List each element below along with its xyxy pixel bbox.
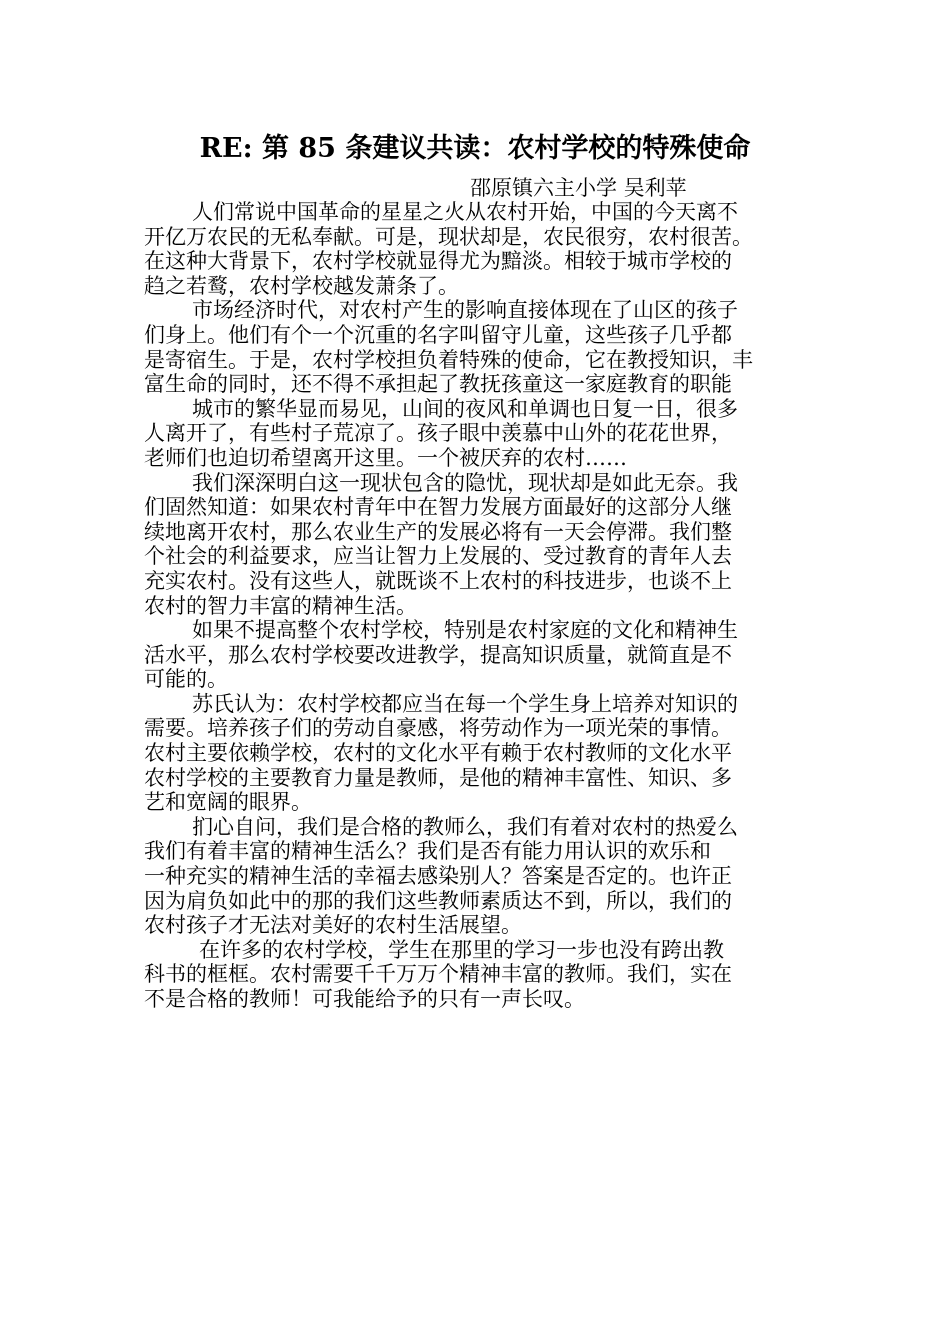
paragraph-line: 个社会的利益要求，应当让智力上发展的、受过教育的青年人去 [144, 544, 732, 569]
paragraph-line: 一种充实的精神生活的幸福去感染别人？答案是否定的。也许正 [144, 864, 732, 889]
paragraph-line: 续地离开农村，那么农业生产的发展必将有一天会停滞。我们整 [144, 519, 732, 544]
paragraph-line: 苏氏认为：农村学校都应当在每一个学生身上培养对知识的 [192, 691, 738, 716]
paragraph-line: 充实农村。没有这些人，就既谈不上农村的科技进步，也谈不上 [144, 568, 732, 593]
paragraph-line: 开亿万农民的无私奉献。可是，现状却是，农民很穷，农村很苦。 [144, 224, 753, 249]
paragraph-line: 市场经济时代，对农村产生的影响直接体现在了山区的孩子 [192, 298, 738, 323]
paragraph-line: 农村主要依赖学校，农村的文化水平有赖于农村教师的文化水平 [144, 741, 732, 766]
paragraph-line: 我们有着丰富的精神生活么？我们是否有能力用认识的欢乐和 [144, 839, 711, 864]
paragraph [144, 200, 808, 298]
paragraph-line: 农村孩子才无法对美好的农村生活展望。 [144, 913, 522, 938]
paragraph-line: 在许多的农村学校，学生在那里的学习一步也没有跨出教 [199, 937, 724, 962]
paragraph-line: 需要。培养孩子们的劳动自豪感，将劳动作为一项光荣的事情。 [144, 716, 732, 741]
paragraph-line: 富生命的同时，还不得不承担起了教抚孩童这一家庭教育的职能 [144, 372, 732, 397]
paragraph-line: 城市的繁华显而易见，山间的夜风和单调也日复一日，很多 [192, 396, 738, 421]
paragraph-line: 是寄宿生。于是，农村学校担负着特殊的使命，它在教授知识，丰 [144, 347, 753, 372]
paragraph-line: 我们深深明白这一现状包含的隐忧，现状却是如此无奈。我 [192, 470, 738, 495]
paragraph-line: 趋之若鹜，农村学校越发萧条了。 [144, 273, 459, 298]
author-line: 邵原镇六主小学 吴利苹 [470, 176, 687, 200]
paragraph-line: 农村的智力丰富的精神生活。 [144, 593, 417, 618]
paragraph-line: 人离开了，有些村子荒凉了。孩子眼中羡慕中山外的花花世界， [144, 421, 732, 446]
paragraph [144, 618, 808, 692]
paragraph-line: 在这种大背景下，农村学校就显得尤为黯淡。相较于城市学校的 [144, 249, 732, 274]
paragraph-line: 因为肩负如此中的那的我们这些教师素质达不到，所以，我们的 [144, 888, 732, 913]
paragraph-line: 老师们也迫切希望离开这里。一个被厌弃的农村…… [144, 445, 627, 470]
paragraph-line: 不是合格的教师！可我能给予的只有一声长叹。 [144, 987, 585, 1011]
paragraph-line: 农村学校的主要教育力量是教师，是他的精神丰富性、知识、多 [144, 765, 732, 790]
paragraph-line: 科书的框框。农村需要千千万万个精神丰富的教师。我们，实在 [144, 962, 732, 987]
paragraph [144, 471, 808, 619]
paragraph [144, 298, 808, 396]
paragraph-line: 活水平，那么农村学校要改进教学，提高知识质量，就简直是不 [144, 642, 732, 667]
document-body [144, 200, 808, 1012]
paragraph-line: 如果不提高整个农村学校，特别是农村家庭的文化和精神生 [192, 618, 738, 643]
document-title: RE: 第 85 条建议共读：农村学校的特殊使命 [199, 133, 751, 164]
paragraph [144, 692, 808, 815]
paragraph [144, 938, 808, 1012]
paragraph-line: 人们常说中国革命的星星之火从农村开始，中国的今天离不 [192, 200, 738, 224]
paragraph-line: 们身上。他们有个一个沉重的名字叫留守儿童，这些孩子几乎都 [144, 322, 732, 347]
paragraph-line: 们固然知道：如果农村青年中在智力发展方面最好的这部分人继 [144, 495, 732, 520]
paragraph [144, 815, 808, 938]
paragraph-line: 艺和宽阔的眼界。 [144, 790, 312, 815]
paragraph-line: 可能的。 [144, 667, 228, 692]
paragraph-line: 扪心自问，我们是合格的教师么，我们有着对农村的热爱么 [192, 814, 738, 839]
paragraph [144, 397, 808, 471]
